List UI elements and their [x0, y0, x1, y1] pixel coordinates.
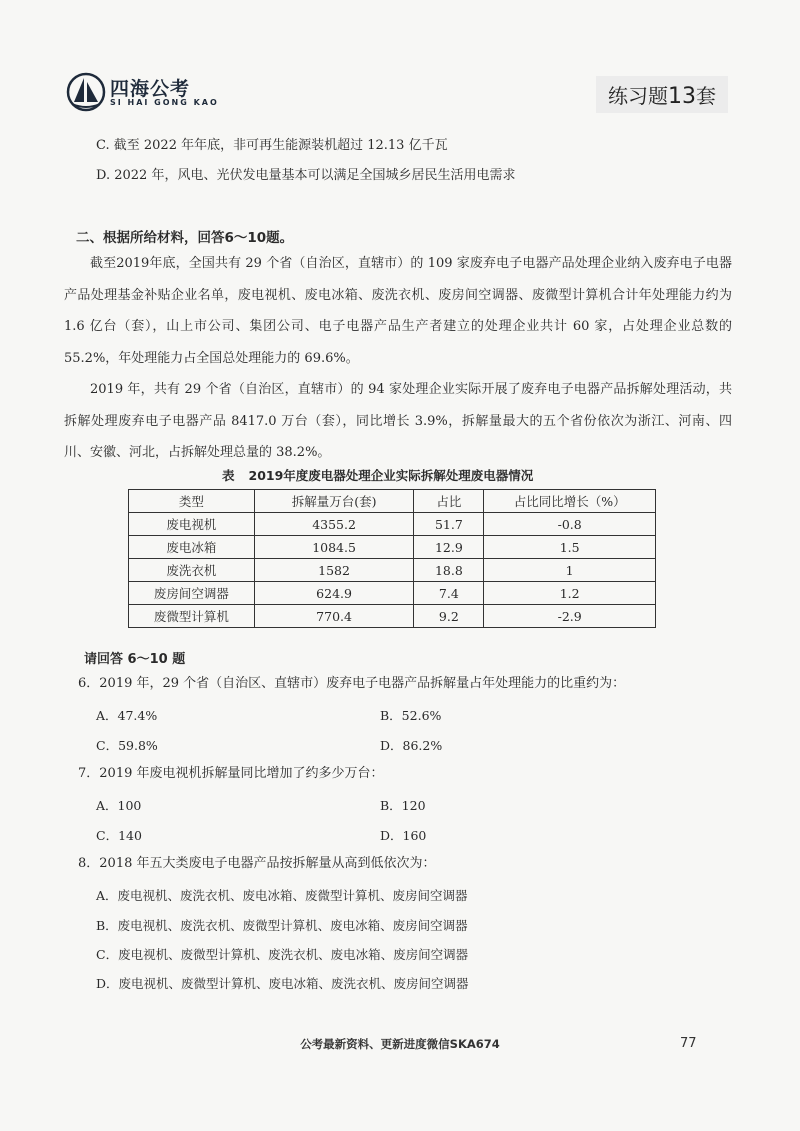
table-label: 表 [222, 468, 235, 483]
table-cell: 废洗衣机 [129, 559, 255, 582]
material-passage [64, 248, 732, 469]
section-title: 二、根据所给材料，回答6～10题。 [76, 230, 294, 246]
set-number: 13 [668, 84, 696, 109]
table-row [129, 536, 656, 559]
q6-option-d: D．86.2% [380, 738, 443, 753]
footer-note: 公考最新资料、更新进度微信SKA674 [300, 1037, 500, 1051]
table-cell: 624.9 [254, 582, 414, 605]
question-6-stem: 6．2019 年，29 个省（自治区、直辖市）废弃电子电器产品拆解量占年处理能力的比重约为： [78, 676, 626, 691]
q8-option-c: C．废电视机、废微型计算机、废洗衣机、废电冰箱、废房间空调器 [96, 947, 469, 962]
table-cell: 1.2 [484, 582, 656, 605]
page-number: 77 [680, 1036, 697, 1051]
q7-option-c: C．140 [96, 828, 142, 843]
paragraph-2: 2019 年，共有 29 个省（自治区，直辖市）的 94 家处理企业实际开展了废弃电子电器产品拆解处理活动，共拆解处理废弃电子电器产品 8417.0 万台（套），同比增长 3.9%，拆解量最大的五个省份依次为浙江、河南、四川、安徽、河北，占拆解处理总量的 38.2%。 [64, 382, 732, 460]
table-header-row [129, 490, 656, 513]
table-cell: 1 [484, 559, 656, 582]
data-table [128, 489, 656, 628]
table-cell: -2.9 [484, 605, 656, 628]
q6-option-c: C．59.8% [96, 738, 158, 753]
table-cell: 18.8 [414, 559, 484, 582]
table-row [129, 559, 656, 582]
table-cell: 51.7 [414, 513, 484, 536]
table-cell: 废微型计算机 [129, 605, 255, 628]
table-title: 2019年度废电器处理企业实际拆解处理废电器情况 [248, 468, 534, 483]
prev-option-d: D. 2022 年，风电、光伏发电量基本可以满足全国城乡居民生活用电需求 [96, 168, 516, 183]
sailboat-logo-icon [66, 72, 106, 112]
paragraph-1: 截至2019年底，全国共有 29 个省（自治区，直辖市）的 109 家废弃电子电器产品处理企业纳入废弃电子电器产品处理基金补贴企业名单，废电视机、废电冰箱、废洗衣机、废房间空调器、废微型计算机合计年处理能力约为 1.6 亿台（套），山上市公司、集团公司、电子电器产品生产者建立的处理企业共计 60 家，占处理企业总数的 55.2%，年处理能力占全国总处理能力的 69.6%。 [64, 256, 732, 366]
q7-option-a: A．100 [96, 798, 142, 813]
logo-text: 四海公考 [110, 78, 191, 100]
publisher-logo [66, 72, 306, 116]
table-cell: 1.5 [484, 536, 656, 559]
table-row [129, 513, 656, 536]
table-cell: 废电视机 [129, 513, 255, 536]
column-header: 类型 [129, 490, 255, 513]
table-cell: 废房间空调器 [129, 582, 255, 605]
prev-option-c: C. 截至 2022 年年底，非可再生能源装机超过 12.13 亿千瓦 [96, 138, 448, 153]
column-header: 占比 [414, 490, 484, 513]
table-cell: 1084.5 [254, 536, 414, 559]
table-cell: 770.4 [254, 605, 414, 628]
question-7-stem: 7．2019 年废电视机拆解量同比增加了约多少万台： [78, 766, 384, 781]
q8-option-b: B．废电视机、废洗衣机、废微型计算机、废电冰箱、废房间空调器 [96, 918, 468, 933]
table-cell: -0.8 [484, 513, 656, 536]
set-suffix: 套 [696, 84, 716, 108]
table-row [129, 605, 656, 628]
q6-option-b: B．52.6% [380, 708, 442, 723]
column-header: 占比同比增长（%） [484, 490, 656, 513]
table-cell: 1582 [254, 559, 414, 582]
set-prefix: 练习题 [608, 84, 668, 108]
logo-subtitle: SI HAI GONG KAO [110, 98, 219, 107]
question-8-stem: 8．2018 年五大类废电子电器产品按拆解量从高到低依次为： [78, 856, 436, 871]
table-cell: 4355.2 [254, 513, 414, 536]
q7-option-b: B．120 [380, 798, 426, 813]
q8-option-d: D．废电视机、废微型计算机、废电冰箱、废洗衣机、废房间空调器 [96, 976, 469, 991]
table-cell: 9.2 [414, 605, 484, 628]
q8-option-a: A．废电视机、废洗衣机、废电冰箱、废微型计算机、废房间空调器 [96, 888, 468, 903]
q7-option-d: D．160 [380, 828, 427, 843]
table-cell: 废电冰箱 [129, 536, 255, 559]
questions-heading: 请回答 6～10 题 [84, 652, 186, 667]
table-cell: 7.4 [414, 582, 484, 605]
q6-option-a: A．47.4% [96, 708, 158, 723]
practice-set-badge [596, 76, 728, 113]
column-header: 拆解量万台(套) [254, 490, 414, 513]
table-cell: 12.9 [414, 536, 484, 559]
table-caption [222, 466, 533, 484]
table-row [129, 582, 656, 605]
